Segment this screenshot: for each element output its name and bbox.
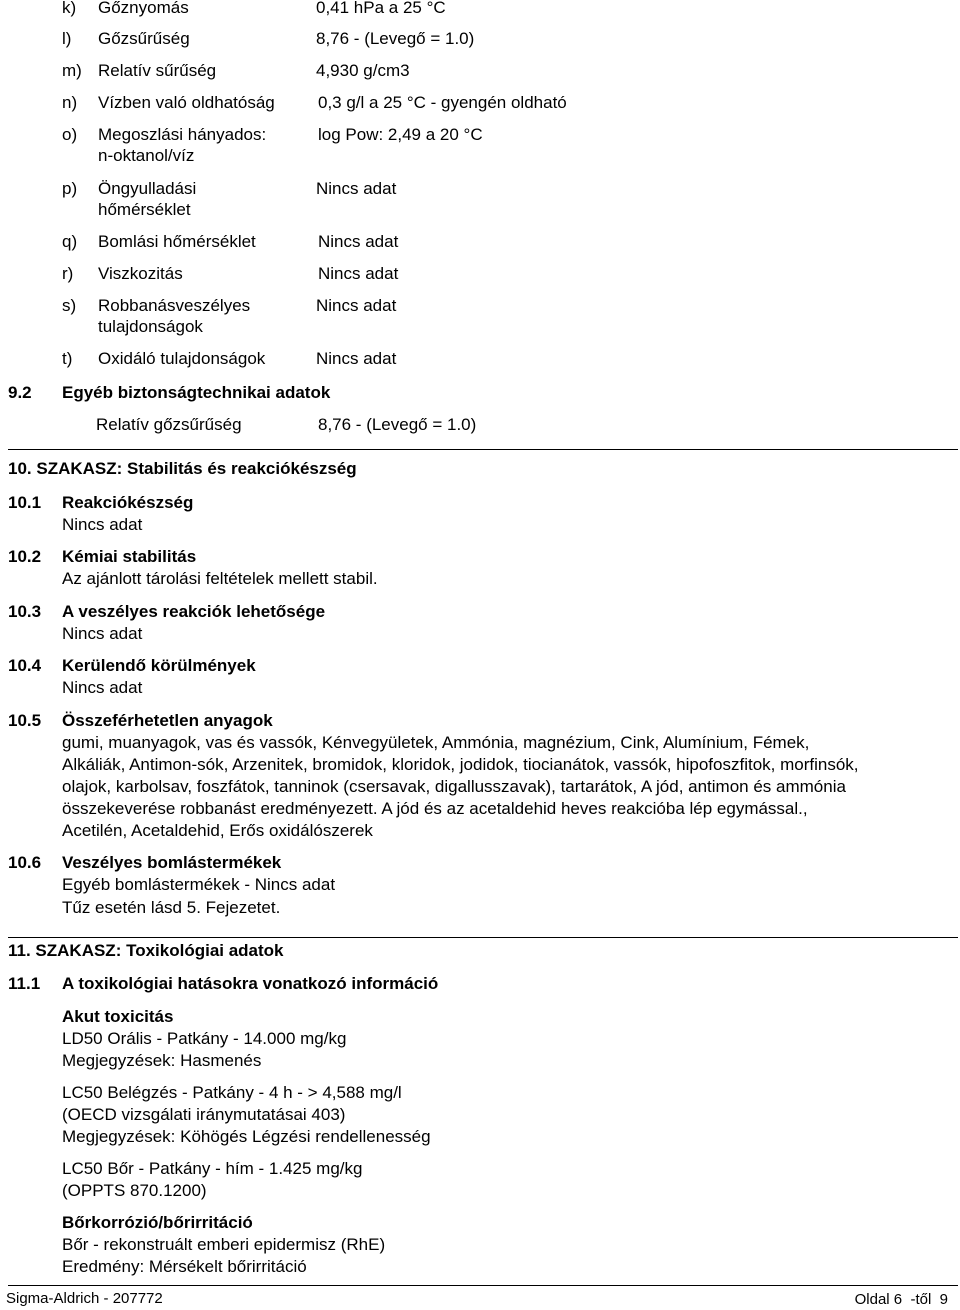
subsection-text: Az ajánlott tárolási feltételek mellett stabil. bbox=[62, 569, 378, 588]
section-divider bbox=[8, 937, 958, 938]
prop-value: 4,930 g/cm3 bbox=[316, 61, 410, 80]
prop-label: Viszkozitás bbox=[98, 264, 183, 283]
prop-value: Nincs adat bbox=[316, 349, 397, 368]
subsection-title: Veszélyes bomlástermékek bbox=[62, 853, 282, 872]
prop-letter: p) bbox=[62, 179, 78, 198]
footer-divider bbox=[8, 1285, 958, 1286]
prop-label-cont: tulajdonságok bbox=[98, 317, 203, 336]
prop-letter: q) bbox=[62, 232, 78, 251]
subsection-number: 9.2 bbox=[8, 383, 32, 402]
subsection-text: Tűz esetén lásd 5. Fejezetet. bbox=[62, 898, 281, 917]
subsection-text: Egyéb bomlástermékek - Nincs adat bbox=[62, 875, 336, 894]
prop-value: 0,41 hPa a 25 °C bbox=[316, 0, 446, 17]
footer-page: Oldal 6 -től 9 bbox=[854, 1291, 948, 1308]
topic-text: LD50 Orális - Patkány - 14.000 mg/kg bbox=[62, 1029, 347, 1048]
prop-label: Bomlási hőmérséklet bbox=[98, 232, 256, 251]
prop-letter: n) bbox=[62, 93, 78, 112]
prop-label: Megoszlási hányados: bbox=[98, 125, 267, 144]
subsection-title: Kémiai stabilitás bbox=[62, 547, 197, 566]
subsection-title: Kerülendő körülmények bbox=[62, 656, 256, 675]
section-divider bbox=[8, 449, 958, 450]
subsection-number: 10.2 bbox=[8, 547, 42, 566]
topic-text: Bőr - rekonstruált emberi epidermisz (RhE) bbox=[62, 1235, 386, 1254]
prop-label: Gőznyomás bbox=[98, 0, 189, 17]
topic-text: (OECD vizsgálati iránymutatásai 403) bbox=[62, 1105, 346, 1124]
prop-label: Relatív gőzsűrűség bbox=[96, 415, 242, 434]
subsection-text: gumi, muanyagok, vas és vassók, Kénvegyületek, Ammónia, magnézium, Cink, Alumínium, Fémek, bbox=[62, 733, 810, 752]
subsection-number: 10.1 bbox=[8, 493, 42, 512]
topic-text: Eredmény: Mérsékelt bőrirritáció bbox=[62, 1257, 307, 1276]
prop-letter: k) bbox=[62, 0, 77, 17]
topic-heading: Bőrkorrózió/bőrirritáció bbox=[62, 1213, 253, 1232]
subsection-text: Nincs adat bbox=[62, 515, 143, 534]
prop-letter: r) bbox=[62, 264, 74, 283]
prop-value: Nincs adat bbox=[318, 264, 399, 283]
subsection-text: Acetilén, Acetaldehid, Erős oxidálószerek bbox=[62, 821, 373, 840]
prop-letter: o) bbox=[62, 125, 78, 144]
subsection-text: Alkáliák, Antimon-sók, Arzenitek, bromidok, kloridok, jodidok, tiocianátok, vassók, hipofoszfitok, morfinsók, bbox=[62, 755, 859, 774]
subsection-text: Nincs adat bbox=[62, 624, 143, 643]
topic-heading: Akut toxicitás bbox=[62, 1007, 174, 1026]
subsection-number: 10.5 bbox=[8, 711, 42, 730]
topic-text: LC50 Belégzés - Patkány - 4 h - > 4,588 mg/l bbox=[62, 1083, 402, 1102]
subsection-title: Összeférhetetlen anyagok bbox=[62, 711, 273, 730]
subsection-text: olajok, karbolsav, foszfátok, tanninok (csersavak, digallusszavak), tartarátok, A jód, antimon és ammónia bbox=[62, 777, 846, 796]
prop-value: 8,76 - (Levegő = 1.0) bbox=[316, 29, 475, 48]
prop-value: Nincs adat bbox=[316, 179, 397, 198]
topic-text: LC50 Bőr - Patkány - hím - 1.425 mg/kg bbox=[62, 1159, 363, 1178]
prop-label-cont: hőmérséklet bbox=[98, 200, 191, 219]
prop-letter: l) bbox=[62, 29, 72, 48]
subsection-number: 10.3 bbox=[8, 602, 42, 621]
prop-value: log Pow: 2,49 a 20 °C bbox=[318, 125, 483, 144]
prop-label: Vízben való oldhatóság bbox=[98, 93, 275, 112]
prop-value: Nincs adat bbox=[316, 296, 397, 315]
section-title: 11. SZAKASZ: Toxikológiai adatok bbox=[8, 941, 284, 960]
subsection-title: Reakciókészség bbox=[62, 493, 194, 512]
section-title: 10. SZAKASZ: Stabilitás és reakciókészség bbox=[8, 459, 357, 478]
prop-label: Relatív sűrűség bbox=[98, 61, 217, 80]
subsection-number: 10.4 bbox=[8, 656, 42, 675]
prop-letter: t) bbox=[62, 349, 73, 368]
prop-label: Robbanásveszélyes bbox=[98, 296, 251, 315]
subsection-title: Egyéb biztonságtechnikai adatok bbox=[62, 383, 331, 402]
prop-label: Gőzsűrűség bbox=[98, 29, 190, 48]
prop-label: Oxidáló tulajdonságok bbox=[98, 349, 266, 368]
prop-value: Nincs adat bbox=[318, 232, 399, 251]
subsection-number: 11.1 bbox=[8, 974, 41, 993]
subsection-text: Nincs adat bbox=[62, 678, 143, 697]
prop-value: 0,3 g/l a 25 °C - gyengén oldható bbox=[318, 93, 567, 112]
prop-label-cont: n-oktanol/víz bbox=[98, 146, 195, 165]
footer-product: Sigma-Aldrich - 207772 bbox=[6, 1290, 163, 1307]
prop-value: 8,76 - (Levegő = 1.0) bbox=[318, 415, 477, 434]
subsection-number: 10.6 bbox=[8, 853, 42, 872]
subsection-title: A toxikológiai hatásokra vonatkozó információ bbox=[62, 974, 439, 993]
subsection-text: összekeverése robbanást eredményezett. A jód és az acetaldehid heves reakcióba lép egymással., bbox=[62, 799, 808, 818]
prop-letter: s) bbox=[62, 296, 77, 315]
topic-text: Megjegyzések: Hasmenés bbox=[62, 1051, 262, 1070]
prop-letter: m) bbox=[62, 61, 82, 80]
prop-label: Öngyulladási bbox=[98, 179, 197, 198]
topic-text: (OPPTS 870.1200) bbox=[62, 1181, 207, 1200]
topic-text: Megjegyzések: Köhögés Légzési rendellenesség bbox=[62, 1127, 431, 1146]
subsection-title: A veszélyes reakciók lehetősége bbox=[62, 602, 326, 621]
